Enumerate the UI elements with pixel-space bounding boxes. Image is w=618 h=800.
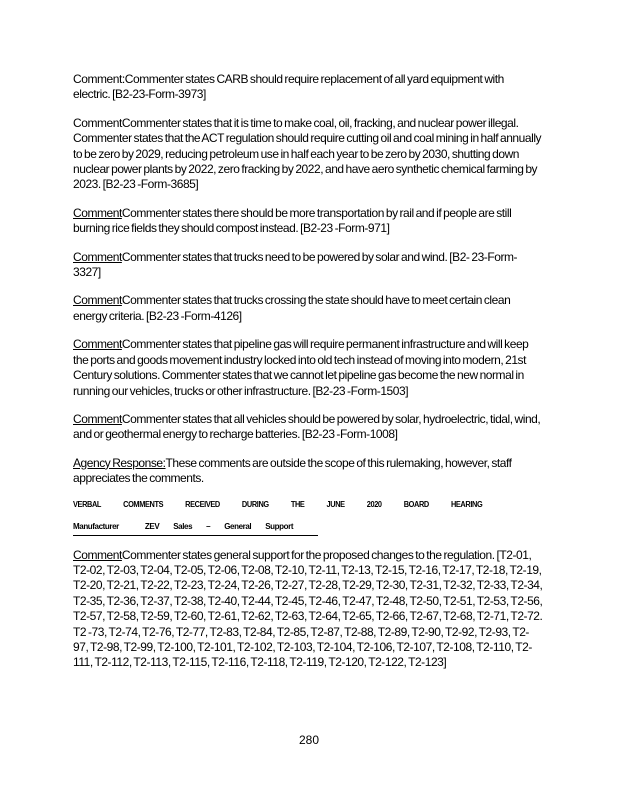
comment-text: Commenter states that trucks crossing the state should have to meet certain clean energy criteria. [B2-23 -Form-4126]	[73, 293, 511, 323]
heading-word: THE	[290, 499, 305, 509]
heading-word: Sales	[173, 521, 193, 531]
comment-paragraph	[73, 293, 543, 324]
heading-word: JUNE	[326, 499, 345, 509]
heading-word: VERBAL	[73, 499, 102, 509]
subsection-heading	[73, 522, 318, 536]
heading-word: ZEV	[144, 521, 160, 531]
comment-text: Commenter states that all vehicles should be powered by solar, hydroelectric, tidal, wind, and or geothermal energy to recharge batteries. [B2-23 -Form-1008]	[73, 411, 541, 442]
heading-word: RECEIVED	[185, 499, 220, 509]
heading-word: HEARING	[450, 499, 483, 509]
agency-response	[73, 456, 543, 487]
heading-word: BOARD	[403, 499, 429, 509]
comment-label: Comment	[73, 547, 122, 562]
agency-response-text: These comments are outside the scope of this rulemaking, however, staff appreciates the comments.	[73, 455, 512, 486]
document-page	[73, 72, 543, 684]
comment-text: Commenter states that trucks need to be powered by solar and wind. [B2- 23-Form-3327]	[73, 249, 518, 280]
section-heading	[73, 500, 482, 512]
comment-label: Comment	[73, 293, 122, 308]
heading-word: Manufacturer	[73, 521, 119, 531]
comment-paragraph	[73, 412, 543, 443]
comment-paragraph	[73, 548, 543, 671]
heading-word: General	[224, 521, 252, 531]
comment-text: Commenter states CARB should require replacement of all yard equipment with electric. [B2-23-Form-3973]	[73, 72, 504, 102]
comment-paragraph	[73, 72, 543, 103]
heading-word: –	[206, 521, 211, 531]
comment-text: Commenter states there should be more transportation by rail and if people are still burning rice fields they should compost instead. [B2-23 -Form-971]	[73, 205, 512, 236]
comment-label: Comment	[73, 205, 122, 220]
comment-paragraph	[73, 206, 543, 237]
comment-paragraph	[73, 337, 543, 399]
heading-word: COMMENTS	[123, 499, 164, 509]
heading-word: DURING	[241, 499, 269, 509]
comment-label: Comment:	[73, 72, 125, 86]
agency-response-label: Agency Response:	[73, 455, 166, 470]
comment-paragraph	[73, 250, 543, 281]
page-number: 280	[298, 733, 320, 747]
comment-label: Comment	[73, 249, 122, 264]
comment-label: Comment	[73, 115, 122, 130]
comment-text: Commenter states that pipeline gas will require permanent infrastructure and will keep the ports and goods movement industry locked into old tech instead of moving into modern, 21st Century solutions. Commenter states that we cannot let pipeline gas become the new normal in running our vehicles, trucks or other infrastructure. [B2-23 -Form-1503]	[73, 337, 529, 398]
comment-paragraph	[73, 116, 543, 193]
heading-word: Support	[265, 521, 294, 531]
comment-label: Comment	[73, 337, 122, 352]
comment-text: Commenter states that it is time to make coal, oil, fracking, and nuclear power illegal. Commenter states that the ACT regulation should require cutting oil and coal mining in half annually to be zero by 2029, reducing petroleum use in half each year to be zero by 2030, shutting down nuclear power plants by 2022, zero fracking by 2022, and have aero synthetic chemical farming by 2023. [B2-23 -Form-3685]	[73, 115, 542, 192]
comment-text: Commenter states general support for the proposed changes to the regulation. [T2-01, T2-02, T2-03, T2-04, T2-05, T2-06, T2-08, T2-10, T2-11, T2-13, T2-15, T2-16, T2-17, T2-18, T2-19, T2-20, T2-21, T2-22, T2-23, T2-24, T2-26, T2-27, T2-28, T2-29, T2-30, T2-31, T2-32, T2-33, T2-34, T2-35, T2-36, T2-37, T2-38, T2-40, T2-44, T2-45, T2-46, T2-47, T2-48, T2-50, T2-51, T2-53, T2-56, T2-57, T2-58, T2-59, T2-60, T2-61, T2-62, T2-63, T2-64, T2-65, T2-66, T2-67, T2-68, T2-71, T2-72. T2 -73, T2-74, T2-76, T2-77, T2-83, T2-84, T2-85, T2-87, T2-88, T2-89, T2-90, T2-92, T2-93, T2-97, T2-98, T2-99, T2-100, T2-101, T2-102, T2-103, T2-104, T2-106, T2-107, T2-108, T2-110, T2-111, T2-112, T2-113, T2-115, T2-116, T2-118, T2-119, T2-120, T2-122, T2-123]	[73, 547, 543, 670]
comment-label: Comment	[73, 411, 122, 426]
heading-word: 2020	[366, 499, 382, 509]
